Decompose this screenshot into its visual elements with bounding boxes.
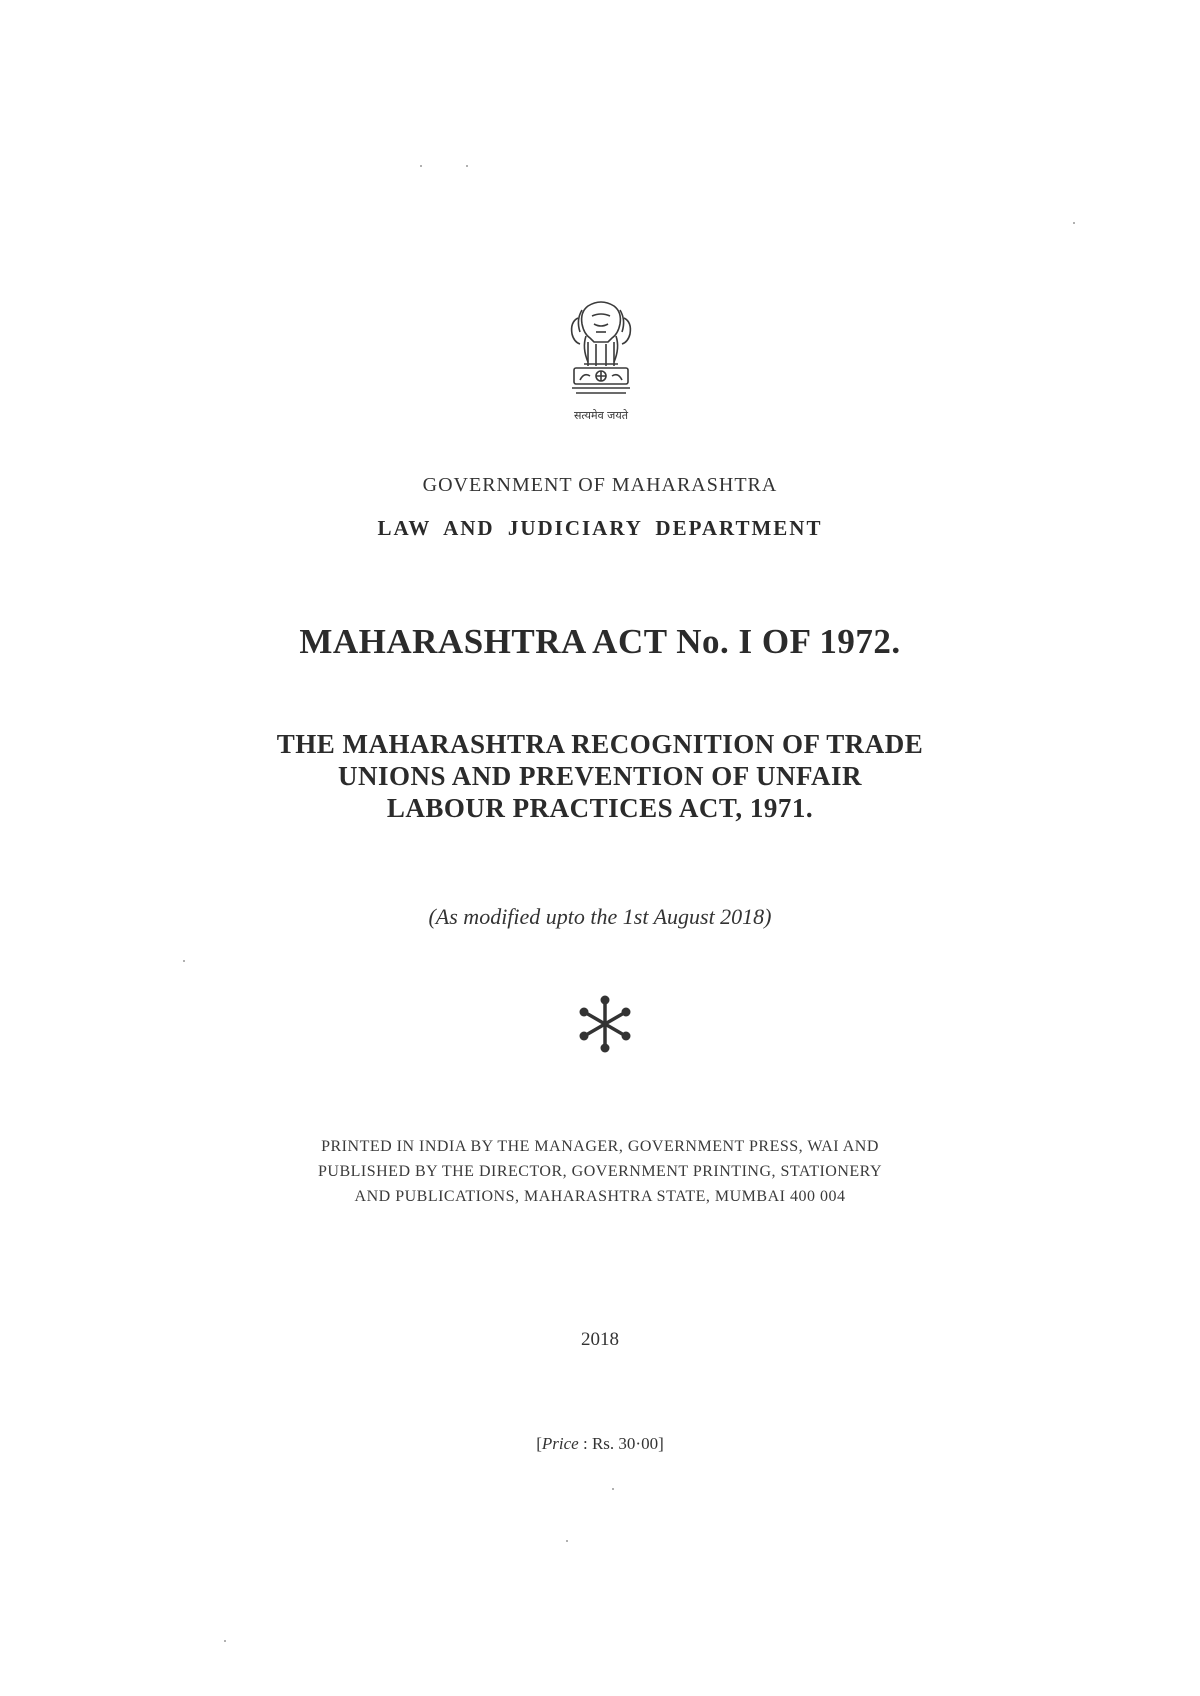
price-separator: : (578, 1434, 592, 1453)
imprint-line: PRINTED IN INDIA BY THE MANAGER, GOVERNMENT PRESS, WAI AND (321, 1138, 879, 1155)
price-line: [Price : Rs. 30·00] (536, 1434, 664, 1453)
ornament (575, 994, 635, 1054)
act-full-title (0, 728, 1200, 824)
scan-speck (183, 960, 185, 962)
scan-speck (612, 1488, 614, 1490)
imprint-line: PUBLISHED BY THE DIRECTOR, GOVERNMENT PRINTING, STATIONERY (317, 1163, 883, 1180)
emblem-motto: सत्यमेव जयते (573, 409, 628, 422)
imprint-block (0, 1134, 1200, 1209)
scan-speck (224, 1640, 226, 1642)
price-value: Rs. 30·00 (591, 1434, 659, 1453)
scan-speck (1073, 222, 1075, 224)
price-label: Price (541, 1434, 579, 1453)
department-heading: LAW AND JUDICIARY DEPARTMENT (377, 516, 823, 540)
asterisk-ornament-icon (575, 994, 635, 1054)
imprint-line: AND PUBLICATIONS, MAHARASHTRA STATE, MUMBAI 400 004 (354, 1188, 846, 1205)
act-title-line: UNIONS AND PREVENTION OF UNFAIR (337, 761, 863, 791)
publication-year: 2018 (581, 1329, 619, 1350)
scan-speck (566, 1540, 568, 1542)
scan-speck (420, 165, 422, 167)
act-number-title: MAHARASHTRA ACT No. I OF 1972. (299, 622, 901, 661)
government-heading: GOVERNMENT OF MAHARASHTRA (422, 474, 778, 496)
state-emblem (558, 296, 644, 422)
act-title-line: THE MAHARASHTRA RECOGNITION OF TRADE (276, 729, 924, 759)
state-emblem-icon (558, 296, 644, 406)
act-title-line: LABOUR PRACTICES ACT, 1971. (386, 793, 814, 823)
modification-note: (As modified upto the 1st August 2018) (428, 904, 772, 929)
scan-speck (466, 165, 468, 167)
